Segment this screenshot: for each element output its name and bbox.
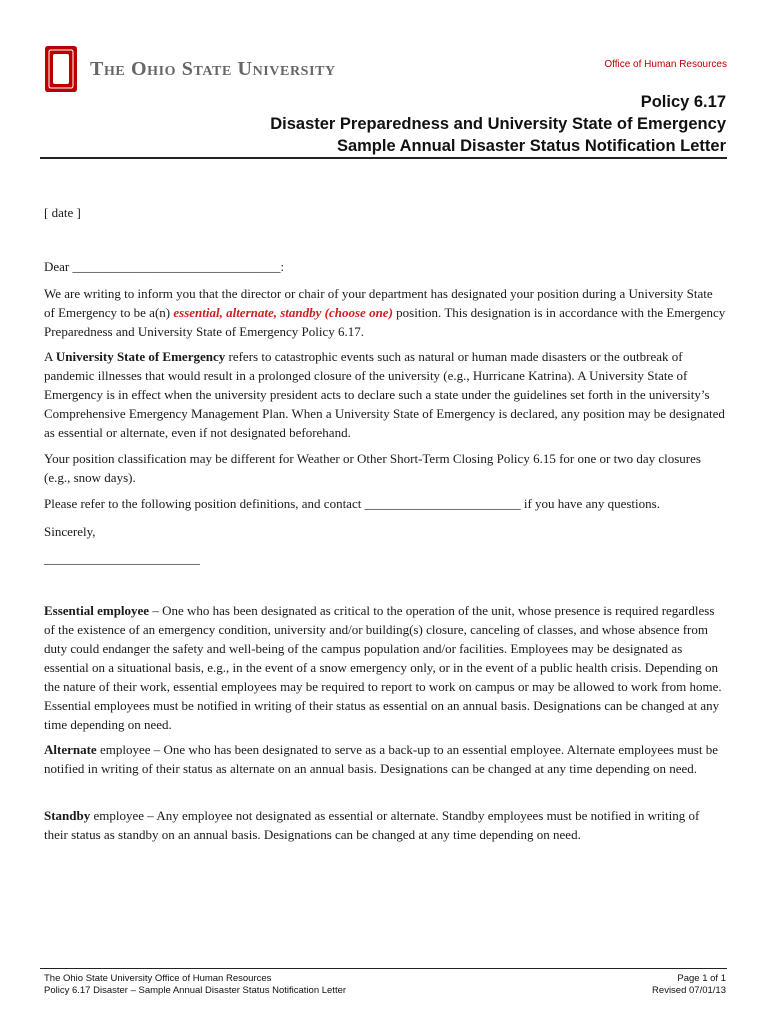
policy-number: Policy 6.17 — [640, 93, 726, 111]
p2-term: University State of Emergency — [55, 349, 226, 364]
footer-org: The Ohio State University Office of Human Resources — [44, 973, 272, 984]
block-o-logo-icon — [44, 44, 78, 94]
p1-choice: essential, alternate, standby (choose one) — [173, 305, 393, 320]
paragraph-2 — [44, 347, 726, 442]
footer-right — [652, 973, 726, 997]
revised-date: Revised 07/01/13 — [652, 985, 726, 996]
p2-rest: refers to catastrophic events such as natural or human made disasters or the outbreak of pandemic illnesses that would result in a prolonged closure of the university (e.g., Hurricane Katrina). A University State of Emergency is in effect when the university president acts to declare such a state under the guidelines set forth in the university’s Comprehensive Emergency Management Plan. When a University State of Emergency is declared, any position may be designated as essential or alternate, even if not designated beforehand. — [44, 349, 725, 440]
alternate-text: employee – One who has been designated to serve as a back-up to an essential employee. Alternate employees must be notified in writing of their status as alternate on an annual basis. Designations can be changed at any time depending on need. — [44, 742, 718, 776]
closing — [44, 522, 726, 541]
paragraph-4 — [44, 494, 726, 513]
p1-before: We are writing to inform you that the director or chair of your department has designated your position during a University State of Emergency to be a(n) — [44, 286, 713, 320]
signature — [44, 549, 726, 568]
page-number: Page 1 of 1 — [677, 973, 726, 984]
p4-text: Please refer to the following position definitions, and contact ________________________ if you have any questions. — [44, 496, 660, 511]
definition-standby — [44, 806, 726, 844]
p2-start: A — [44, 349, 56, 364]
closing-text: Sincerely, — [44, 524, 96, 539]
title-line-2: Sample Annual Disaster Status Notification Letter — [336, 137, 726, 155]
definition-alternate — [44, 740, 726, 778]
letter-salutation — [44, 257, 726, 276]
standby-text: employee – Any employee not designated as essential or alternate. Standby employees must be notified in writing of their status as standby on an annual basis. Designations can be changed at any time depending on need. — [44, 808, 700, 842]
definition-essential — [44, 601, 726, 734]
title-line-1: Disaster Preparedness and University State of Emergency — [270, 115, 726, 133]
university-logo — [44, 44, 336, 94]
alternate-term: Alternate — [44, 742, 97, 757]
header-divider — [40, 157, 727, 159]
p1-after: position. This designation is in accordance with the Emergency Preparedness and University State of Emergency Policy 6.17. — [44, 305, 726, 339]
logo-wordmark: The Ohio State University — [90, 57, 336, 80]
p3-text: Your position classification may be different for Weather or Other Short-Term Closing Policy 6.15 for one or two day closures (e.g., snow days). — [44, 451, 701, 485]
signature-line: ________________________ — [44, 551, 200, 566]
date-placeholder: [ date ] — [44, 205, 81, 220]
standby-term: Standby — [44, 808, 91, 823]
essential-text: – One who has been designated as critical to the operation of the unit, whose presence is required regardless of the existence of an emergency condition, university and/or building(s) closure, canceling of classes, and whose absence from duty could endanger the safety and well-being of the campus population and/or facilities. Employees may be designated as essential on a situational basis, e.g., in the event of a snow emergency only, or in the event of a public health crisis. Depending on the nature of their work, essential employees may be required to report to work on campus or may be allowed to work from home. Essential employees must be notified in writing of their status as essential on an annual basis. Designations can be changed at any time depending on need. — [44, 603, 722, 732]
letter-date — [44, 203, 726, 222]
essential-term: Essential employee — [44, 603, 150, 618]
paragraph-1 — [44, 284, 726, 341]
salutation: Dear ________________________________: — [44, 259, 285, 274]
office-label: Office of Human Resources — [604, 59, 727, 70]
title-block — [270, 91, 726, 157]
footer-doc: Policy 6.17 Disaster – Sample Annual Disaster Status Notification Letter — [44, 985, 347, 996]
paragraph-3 — [44, 449, 726, 487]
footer-left — [44, 973, 346, 997]
footer-divider — [40, 968, 727, 969]
